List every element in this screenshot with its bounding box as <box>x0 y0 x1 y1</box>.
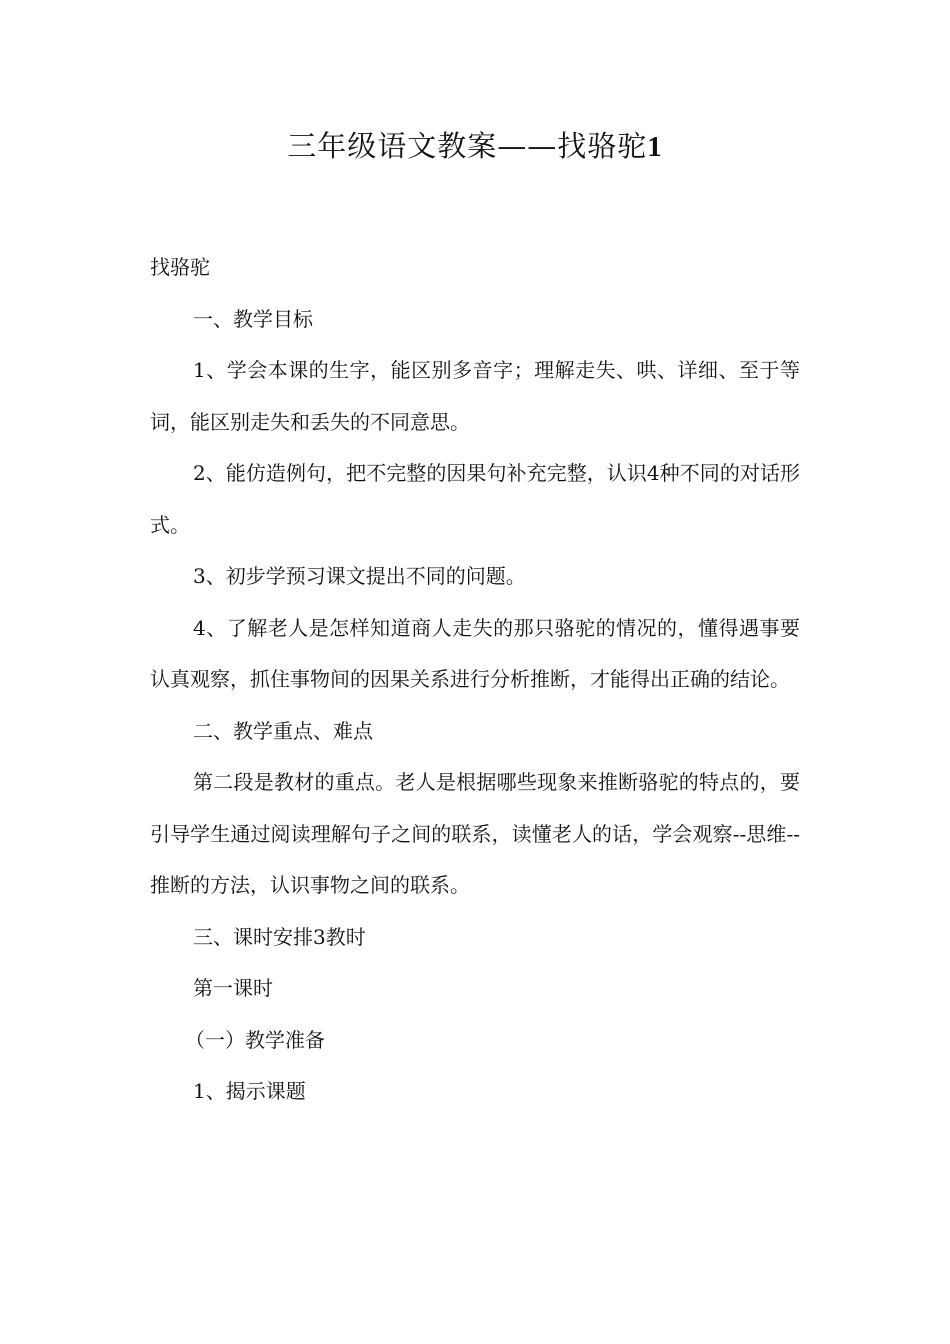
goal-item-3: 3、初步学预习课文提出不同的问题。 <box>193 564 526 588</box>
document-body <box>150 242 800 1118</box>
step-item-1: 1、揭示课题 <box>193 1079 306 1103</box>
preparation-heading: （一）教学准备 <box>185 1027 325 1052</box>
lesson-one-heading: 第一课时 <box>193 976 273 1000</box>
section-heading: 找骆驼 <box>150 255 210 279</box>
document-title <box>0 124 950 169</box>
goal-item-4: 4、了解老人是怎样知道商人走失的那只骆驼的情况的，懂得遇事要认真观察，抓住事物间的因果关系进行分析推断，才能得出正确的结论。 <box>150 615 800 691</box>
goal-item-2: 2、能仿造例句，把不完整的因果句补充完整，认识4种不同的对话形式。 <box>150 461 800 537</box>
goal-item-1: 1、学会本课的生字，能区别多音字；理解走失、哄、详细、至于等词，能区别走失和丢失的不同意思。 <box>150 358 800 434</box>
heading-schedule: 三、课时安排3教时 <box>193 924 366 949</box>
title-text: 三年级语文教案——找骆驼 <box>287 129 648 163</box>
title-number: 1 <box>647 131 663 163</box>
heading-key-points: 二、教学重点、难点 <box>193 718 373 743</box>
key-points-paragraph: 第二段是教材的重点。老人是根据哪些现象来推断骆驼的特点的，要引导学生通过阅读理解句子之间的联系，读懂老人的话，学会观察--思维--推断的方法，认识事物之间的联系。 <box>150 770 800 897</box>
heading-teaching-goals: 一、教学目标 <box>193 306 313 331</box>
